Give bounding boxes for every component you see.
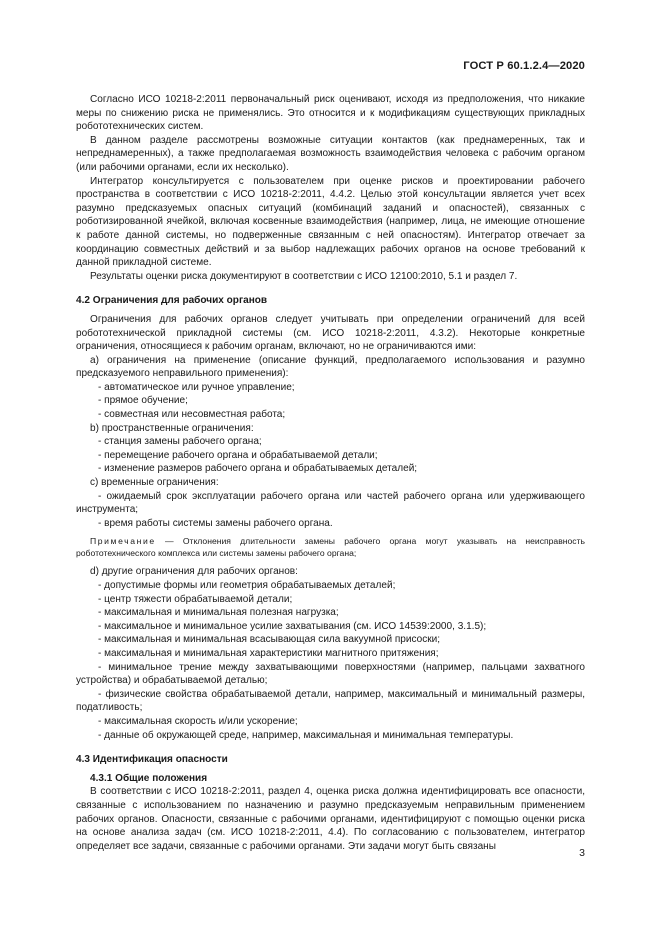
list-subitem: - максимальная и минимальная характеристики магнитного притяжения; (98, 647, 439, 659)
section-heading-4-2: 4.2 Ограничения для рабочих органов (76, 295, 268, 307)
list-subitem: - максимальная скорость и/или ускорение; (98, 715, 298, 727)
list-subitem: - автоматическое или ручное управление; (98, 381, 295, 393)
list-subitem: - центр тяжести обрабатываемой детали; (98, 593, 293, 605)
page-number: 3 (579, 847, 585, 859)
standard-code-header: ГОСТ Р 60.1.2.4—2020 (463, 60, 585, 72)
document-body (76, 93, 585, 853)
paragraph: Согласно ИСО 10218-2:2011 первоначальный риск оценивают, исходя из предположения, что никакие меры по снижению риска не применялись. Это относится и к модификациям существующих прикладных робототехнических систем. (76, 94, 585, 133)
list-subitem: - время работы системы замены рабочего органа. (98, 517, 333, 529)
paragraph: В данном разделе рассмотрены возможные ситуации контактов (как преднамеренных, так и непреднамеренных), а также предполагаемая возможность взаимодействия человека с рабочим органом (или рабочими органами, если их несколько). (76, 134, 585, 173)
paragraph: Интегратор консультируется с пользователем при оценке рисков и проектировании рабочего пространства в соответствии с ИСО 10218-2:2011, 4.4.2. Целью этой консультации является учет всех разумно предсказуемых опасных ситуаций (комбинаций заданий и опасностей), связанных с роботизированной ячейкой, включая косвенные взаимодействия (например, лица, не имеющие отношение к работе данной системы, но подверженные связанным с ней опасностям). Интегратор отвечает за координацию совместных действий и за выбор надлежащих рабочих органов на основе требований к данной прикладной системе. (76, 175, 585, 269)
list-subitem: - ожидаемый срок эксплуатации рабочего органа или частей рабочего органа или удерживающего инструмента; (76, 490, 585, 516)
list-subitem: - максимальная и минимальная полезная нагрузка; (98, 607, 339, 619)
list-subitem: - допустимые формы или геометрия обрабатываемых деталей; (98, 580, 396, 591)
paragraph: В соответствии с ИСО 10218-2:2011, раздел 4, оценка риска должна идентифицировать все опасности, связанные с использованием по назначению и разумно предсказуемым неправильным применением рабочих органов. Опасности, связанные с рабочими органами, идентифицируют с помощью оценки риска на основе анализа задач (см. ИСО 10218-2:2011, 4.4). По согласованию с пользователем, интегратор определяет все задачи, связанные с рабочими органами. Эти задачи могут быть связаны (76, 786, 585, 852)
subsection-heading-4-3-1: 4.3.1 Общие положения (90, 772, 208, 784)
section-heading-4-3: 4.3 Идентификация опасности (76, 754, 228, 766)
list-item-c: c) временные ограничения: (90, 477, 219, 489)
list-subitem: - совместная или несовместная работа; (98, 409, 286, 421)
list-subitem: - прямое обучение; (98, 395, 188, 407)
paragraph: Ограничения для рабочих органов следует учитывать при определении ограничений для всей робототехнической прикладной системы (см. ИСО 10218-2:2011, 4.3.2). Некоторые конкретные ограничения, относящиеся к рабочим органам, включают, но не ограничиваются ими: (76, 313, 585, 353)
list-subitem: - перемещение рабочего органа и обрабатываемой детали; (98, 449, 378, 461)
list-subitem: - минимальное трение между захватывающими поверхностями (например, пальцами захватного устройства) и обрабатываемой деталью; (76, 661, 585, 687)
list-subitem: - станция замены рабочего органа; (98, 436, 262, 448)
list-subitem: - данные об окружающей среде, например, максимальная и минимальная температуры. (98, 729, 514, 741)
list-item-a: a) ограничения на применение (описание функций, предполагаемого использования и разумно предсказуемого неправильного применения): (76, 354, 585, 380)
list-item-b: b) пространственные ограничения: (90, 422, 254, 434)
note (76, 535, 585, 559)
paragraph: Результаты оценки риска документируют в соответствии с ИСО 12100:2010, 5.1 и раздел 7. (90, 270, 518, 282)
list-subitem: - максимальное и минимальное усилие захватывания (см. ИСО 14539:2000, 3.1.5); (98, 620, 487, 632)
note-text: — Отклонения длительности замены рабочего органа могут указывать на неисправность робототехнического комплекса или системы замены рабочего органа; (76, 536, 585, 559)
note-label: Примечание (90, 536, 156, 547)
list-subitem: - изменение размеров рабочего органа и обрабатываемых деталей; (98, 463, 418, 475)
list-item-d: d) другие ограничения для рабочих органов: (90, 566, 298, 578)
list-subitem: - физические свойства обрабатываемой детали, например, максимальный и минимальный размеры, податливость; (76, 688, 585, 714)
list-subitem: - максимальная и минимальная всасывающая сила вакуумной присоски; (98, 634, 441, 646)
